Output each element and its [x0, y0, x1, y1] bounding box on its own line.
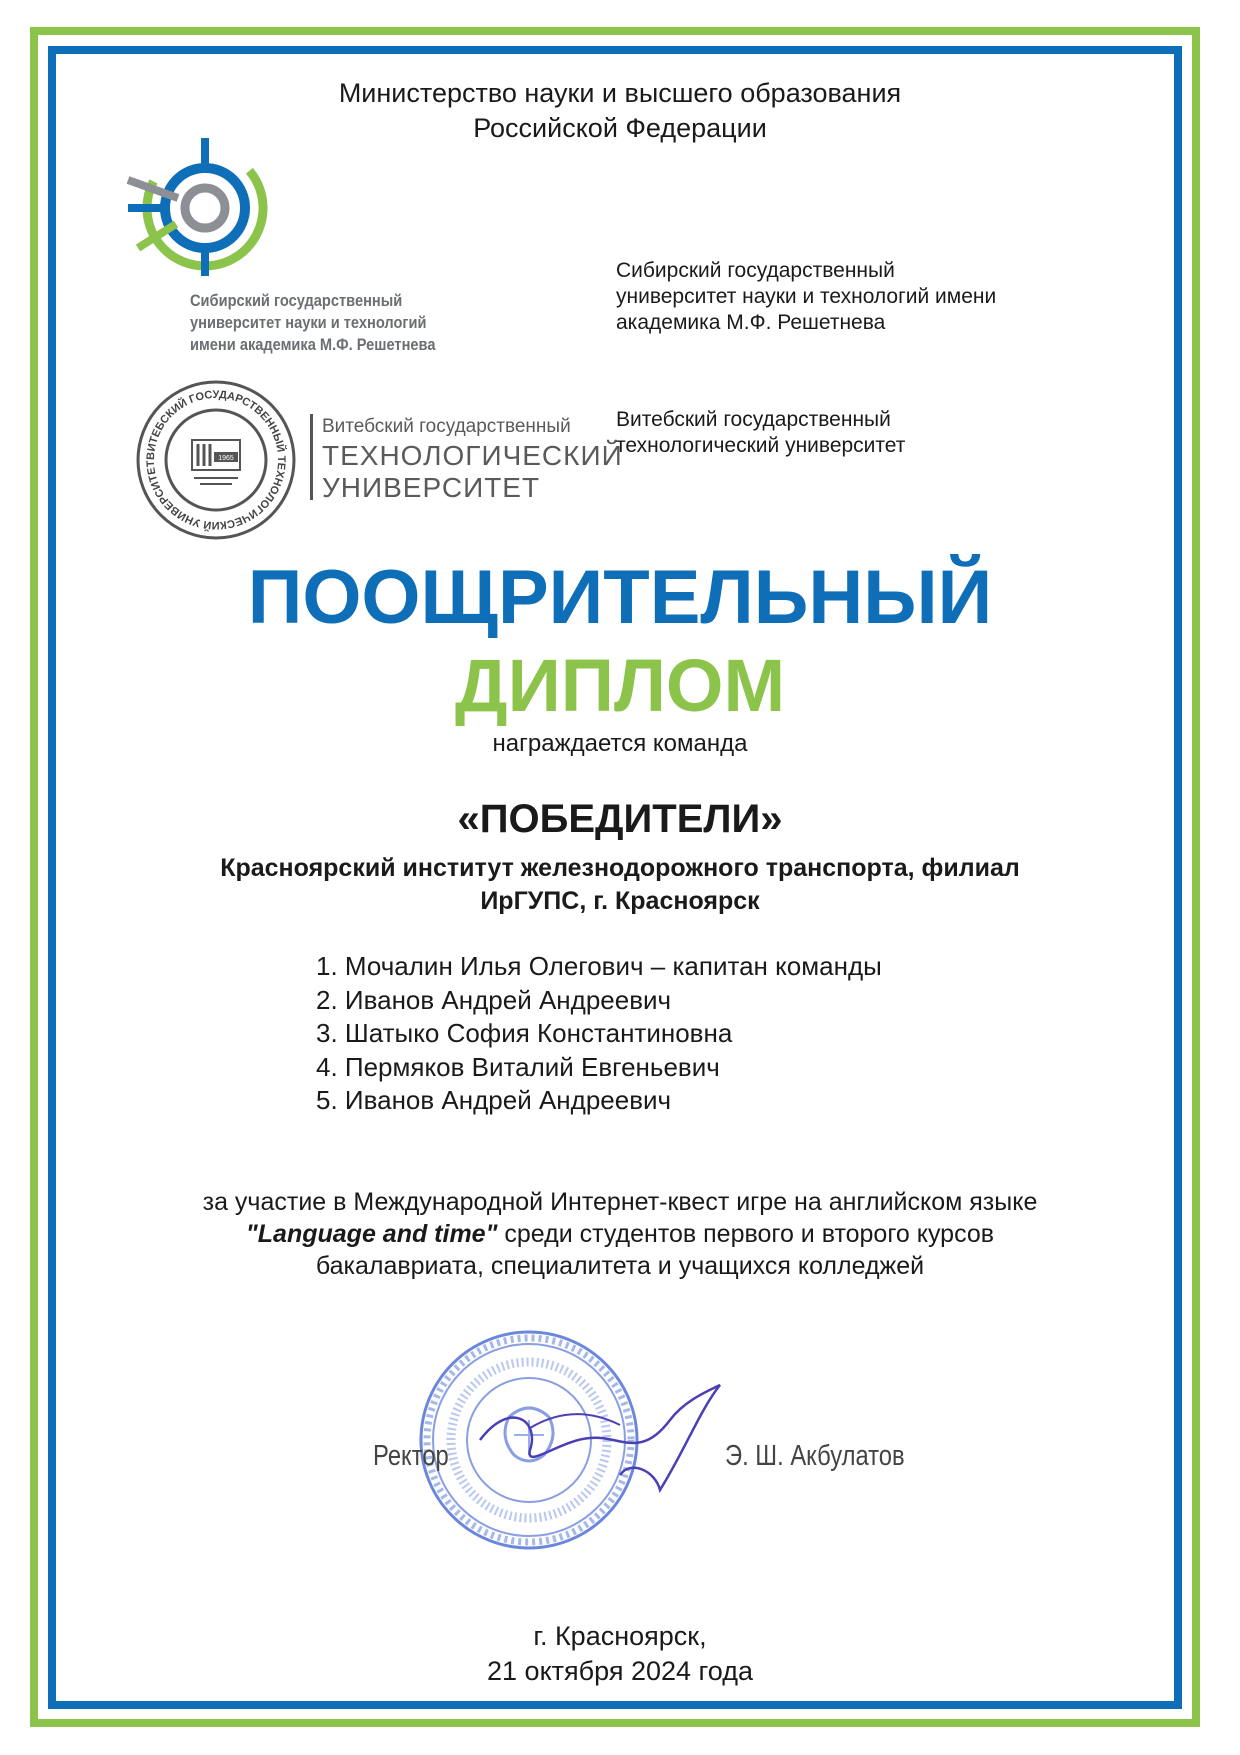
list-item: 1. Мочалин Илья Олегович – капитан команды — [316, 951, 882, 981]
vstu-seal-icon — [134, 378, 298, 542]
sibsau-logo-line-1: Сибирский государственный — [190, 291, 403, 310]
diploma-title-line-2: ДИПЛОМ — [454, 644, 786, 727]
participation-line-2-rest: среди студентов первого и второго курсов — [497, 1220, 995, 1248]
vstu-name-line-2: технологический университет — [616, 434, 906, 457]
list-item: 5. Иванов Андрей Андреевич — [316, 1085, 672, 1115]
vstu-logo-small: Витебский государственный — [322, 416, 571, 437]
ministry-line-1: Министерство науки и высшего образования — [338, 78, 902, 108]
list-item: 3. Шатыко София Константиновна — [316, 1018, 733, 1048]
sibsau-name-line-2: университет науки и технологий имени — [616, 285, 997, 308]
vstu-logo-big — [322, 440, 623, 504]
participation-line-3: бакалавриата, специалитета и учащихся колледжей — [315, 1252, 925, 1280]
ministry-header — [0, 76, 1240, 146]
rector-label: Ректор — [373, 1440, 449, 1472]
signature-icon — [470, 1380, 730, 1500]
place-and-date — [0, 1619, 1240, 1689]
list-item: 4. Пермяков Виталий Евгеньевич — [316, 1051, 720, 1082]
awarded-text: награждается команда — [492, 730, 748, 757]
sibsau-name — [616, 258, 996, 336]
participation-line-1: за участие в Международной Интернет-квест игре на английском языке — [202, 1188, 1038, 1216]
sibsau-logo-icon — [118, 138, 268, 278]
diploma-title-line-1: ПООЩРИТЕЛЬНЫЙ — [247, 555, 993, 640]
date: 21 октября 2024 года — [487, 1656, 753, 1686]
sibsau-logo-line-2: университет науки и технологий — [190, 313, 427, 332]
team-name: «ПОБЕДИТЕЛИ» — [457, 797, 783, 841]
vstu-seal-ring-text: ВИТЕБСКИЙ ГОСУДАРСТВЕННЫЙ ТЕХНОЛОГИЧЕСКИЙ УНИВЕРСИТЕТ — [144, 388, 288, 532]
vstu-logo-big-1: ТЕХНОЛОГИЧЕСКИЙ — [322, 440, 623, 471]
city: г. Красноярск, — [533, 1621, 707, 1651]
vstu-logo-big-2: УНИВЕРСИТЕТ — [322, 472, 541, 503]
vstu-name — [616, 407, 905, 459]
game-title: "Language and time" — [245, 1220, 498, 1248]
institution-line-2: ИрГУПС, г. Красноярск — [480, 887, 760, 915]
vstu-logo-divider — [310, 414, 313, 500]
members-list — [316, 950, 882, 1118]
sibsau-name-line-1: Сибирский государственный — [616, 259, 895, 282]
vstu-name-line-1: Витебский государственный — [616, 408, 891, 431]
institution-line-1: Красноярский институт железнодорожного транспорта, филиал — [220, 854, 1020, 882]
list-item: 2. Иванов Андрей Андреевич — [316, 984, 672, 1015]
rector-name: Э. Ш. Акбулатов — [725, 1440, 905, 1472]
institution — [140, 852, 1100, 918]
sibsau-logo-line-3: имени академика М.Ф. Решетнева — [190, 335, 436, 354]
sibsau-name-line-3: академика М.Ф. Решетнева — [616, 311, 886, 334]
participation-line-2 — [100, 1218, 1140, 1250]
participation-text — [100, 1186, 1140, 1282]
sibsau-logo-text — [190, 290, 435, 356]
ministry-line-2: Российской Федерации — [473, 113, 767, 143]
vstu-seal-year: 1965 — [218, 455, 234, 462]
